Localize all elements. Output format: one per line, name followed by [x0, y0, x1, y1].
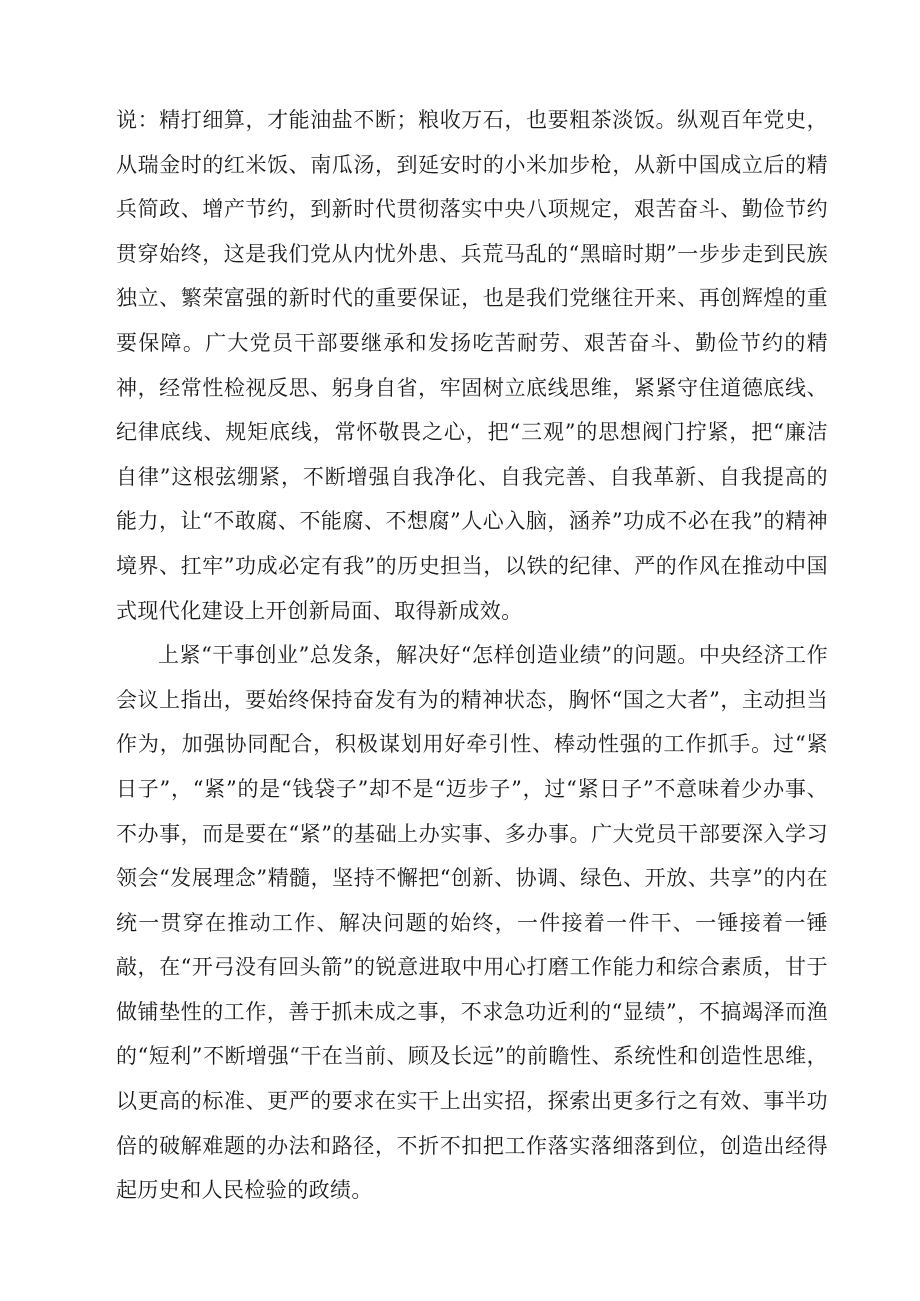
paragraph-frugality: 说：精打细算，才能油盐不断；粮收万石，也要粗茶淡饭。纵观百年党史，从瑞金时的红米饭、南瓜汤，到延安时的小米加步枪，从新中国成立后的精兵简政、增产节约，到新时代贯彻落实中央八项规定，艰苦奋斗、勤俭节约贯穿始终，这是我们党从内忧外患、兵荒马乱的“黑暗时期”一步步走到民族独立、繁荣富强的新时代的重要保证，也是我们党继往开来、再创辉煌的重要保障。广大党员干部要继承和发扬吃苦耐劳、艰苦奋斗、勤俭节约的精神，经常性检视反思、躬身自省，牢固树立底线思维，紧紧守住道德底线、纪律底线、规矩底线，常怀敬畏之心，把“三观”的思想阀门拧紧，把“廉洁自律”这根弦绷紧，不断增强自我净化、自我完善、自我革新、自我提高的能力，让“不敢腐、不能腐、不想腐”人心入脑，涵养”功成不必在我”的精神境界、扛牢”功成必定有我”的历史担当，以铁的纪律、严的作风在推动中国式现代化建设上开创新局面、取得新成效。 [116, 108, 828, 623]
document-body [116, 98, 828, 1213]
paragraph-entrepreneurship: 上紧“干事创业”总发条，解决好“怎样创造业绩”的问题。中央经济工作会议上指出，要始终保持奋发有为的精神状态，胸怀“国之大者”，主动担当作为，加强协同配合，积极谋划用好牵引性、棒动性强的工作抓手。过“紧日子”，“紧”的是“钱袋子”却不是“迈步子”，过“紧日子”不意味着少办事、不办事，而是要在“紧”的基础上办实事、多办事。广大党员干部要深入学习领会“发展理念”精髓，坚持不懈把“创新、协调、绿色、开放、共享”的内在统一贯穿在推动工作、解决问题的始终，一件接着一件干、一锤接着一锤敲，在“开弓没有回头箭”的锐意进取中用心打磨工作能力和综合素质，甘于做铺垫性的工作，善于抓未成之事，不求急功近利的“显绩”，不搞竭泽而渔的“短利”不断增强“干在当前、顾及长远”的前瞻性、系统性和创造性思维，以更高的标准、更严的要求在实干上出实招，探索出更多行之有效、事半功倍的破解难题的办法和路径，不折不扣把工作落实落细落到位，创造出经得起历史和人民检验的政绩。 [116, 643, 828, 1203]
